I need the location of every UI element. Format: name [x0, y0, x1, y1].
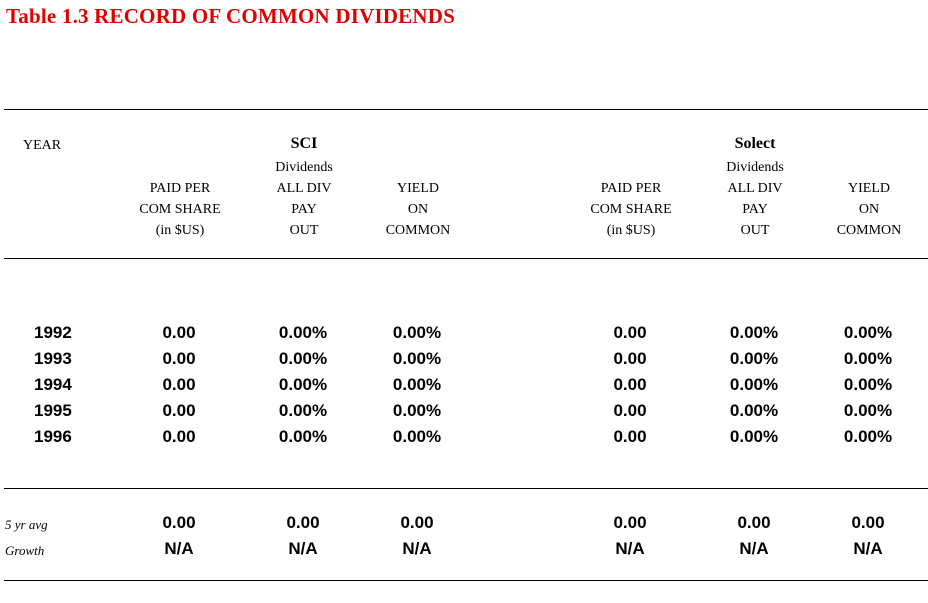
bottom-rule [4, 580, 928, 581]
summary-cell: 0.00 [737, 513, 771, 532]
column-header-line: YIELD [848, 181, 890, 196]
table-cell: 0.00% [729, 349, 779, 368]
table-cell: 0.00% [729, 427, 779, 446]
column-header-line: (in $US) [606, 223, 656, 238]
table-cell: 0.00 [162, 349, 196, 368]
group-subtitle-sci: Dividends [275, 160, 333, 175]
summary-cell: 0.00 [613, 513, 647, 532]
table-cell: 0.00 [613, 349, 647, 368]
summary-label: Growth [5, 543, 45, 558]
row-year: 1994 [34, 375, 72, 394]
year-header: YEAR [23, 138, 62, 153]
table-cell: 0.00% [729, 401, 779, 420]
table-cell: 0.00 [162, 427, 196, 446]
group-title-sci: SCI [290, 135, 318, 152]
column-header-line: COMMON [836, 223, 902, 238]
table-cell: 0.00% [278, 427, 328, 446]
summary-cell: N/A [853, 539, 883, 558]
table-cell: 0.00% [843, 401, 893, 420]
summary-cell: 0.00 [286, 513, 320, 532]
column-header-line: PAY [291, 202, 317, 217]
column-header-line: COMMON [385, 223, 451, 238]
top-rule [4, 109, 928, 110]
table-cell: 0.00% [843, 349, 893, 368]
header-rule [4, 258, 928, 259]
summary-cell: N/A [615, 539, 645, 558]
column-header-line: ALL DIV [727, 181, 783, 196]
page-title: Table 1.3 RECORD OF COMMON DIVIDENDS [6, 4, 455, 28]
table-cell: 0.00 [613, 323, 647, 342]
table-cell: 0.00% [392, 375, 442, 394]
summary-cell: N/A [402, 539, 432, 558]
table-cell: 0.00% [392, 427, 442, 446]
table-cell: 0.00 [613, 375, 647, 394]
row-year: 1993 [34, 349, 72, 368]
table-cell: 0.00 [162, 323, 196, 342]
table-cell: 0.00 [613, 427, 647, 446]
column-header-line: ALL DIV [276, 181, 332, 196]
column-header-line: COM SHARE [139, 202, 221, 217]
summary-cell: 0.00 [851, 513, 885, 532]
group-title-solect: Solect [734, 135, 776, 152]
table-cell: 0.00% [278, 349, 328, 368]
table-cell: 0.00% [843, 375, 893, 394]
column-header-line: COM SHARE [590, 202, 672, 217]
column-header-line: PAID PER [149, 181, 211, 196]
body-rule [4, 488, 928, 489]
column-header-line: OUT [289, 223, 319, 238]
column-header-line: ON [858, 202, 880, 217]
table-cell: 0.00% [729, 323, 779, 342]
column-header-line: ON [407, 202, 429, 217]
table-cell: 0.00% [392, 349, 442, 368]
table-cell: 0.00% [843, 427, 893, 446]
summary-cell: 0.00 [162, 513, 196, 532]
table-cell: 0.00 [162, 375, 196, 394]
column-header-line: YIELD [397, 181, 439, 196]
column-header-line: PAY [742, 202, 768, 217]
table-cell: 0.00% [729, 375, 779, 394]
table-cell: 0.00 [613, 401, 647, 420]
table-cell: 0.00% [392, 401, 442, 420]
table-cell: 0.00% [278, 375, 328, 394]
table-cell: 0.00% [278, 323, 328, 342]
column-header-line: OUT [740, 223, 770, 238]
summary-cell: N/A [739, 539, 769, 558]
table-cell: 0.00% [843, 323, 893, 342]
summary-cell: 0.00 [400, 513, 434, 532]
group-subtitle-solect: Dividends [726, 160, 784, 175]
table-cell: 0.00% [278, 401, 328, 420]
row-year: 1995 [34, 401, 72, 420]
column-header-line: (in $US) [155, 223, 205, 238]
table-cell: 0.00 [162, 401, 196, 420]
summary-label: 5 yr avg [5, 517, 48, 532]
column-header-line: PAID PER [600, 181, 662, 196]
summary-cell: N/A [164, 539, 194, 558]
row-year: 1996 [34, 427, 72, 446]
summary-cell: N/A [288, 539, 318, 558]
row-year: 1992 [34, 323, 72, 342]
table-cell: 0.00% [392, 323, 442, 342]
